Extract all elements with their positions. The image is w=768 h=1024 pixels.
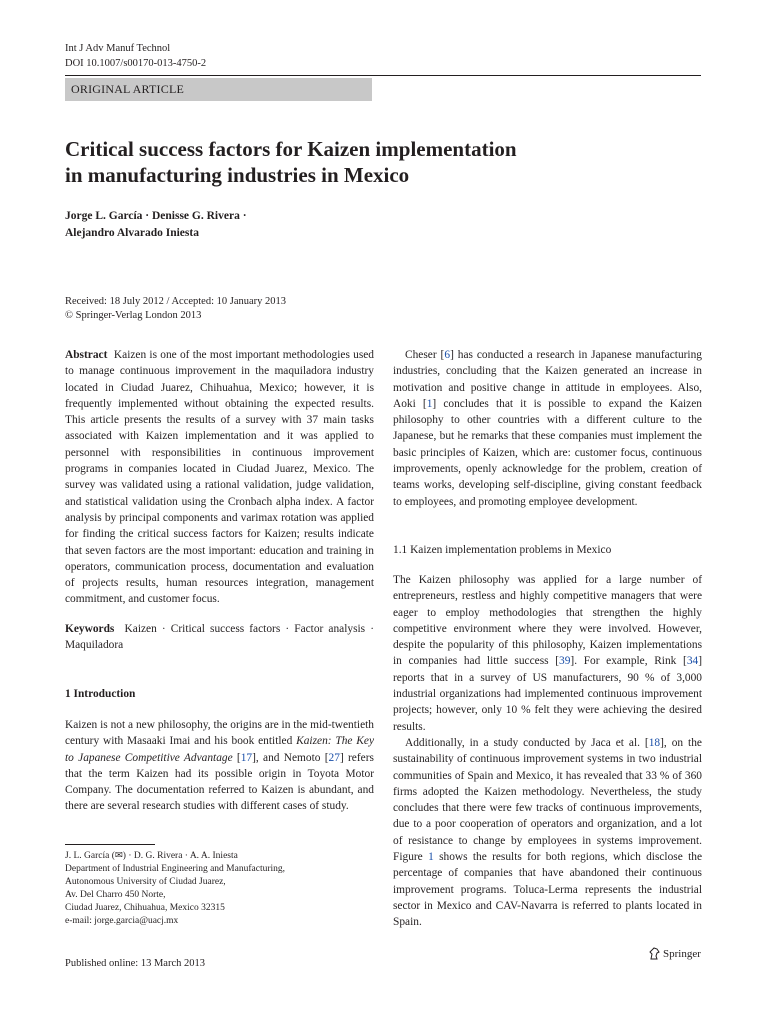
journal-header (65, 41, 206, 71)
citation-link[interactable]: 6 (444, 349, 451, 361)
paper-title: Critical success factors for Kaizen implementation in manufacturing industries in Mexico (65, 137, 517, 187)
abstract-label: Abstract (65, 349, 108, 361)
article-type: ORIGINAL ARTICLE (71, 82, 185, 96)
email[interactable]: e-mail: jorge.garcia@uacj.mx (65, 916, 179, 926)
keywords-label: Keywords (65, 623, 115, 635)
keywords (65, 621, 374, 654)
abstract (65, 347, 374, 608)
authors: Jorge L. García · Denisse G. Rivera · Alejandro Alvarado Iniesta (65, 210, 247, 239)
keywords-text: Kaizen · Critical success factors · Factor analysis · Maquiladora (65, 623, 374, 652)
doi: DOI 10.1007/s00170-013-4750-2 (65, 58, 207, 69)
citation-link[interactable]: 39 (559, 655, 571, 668)
citation-link[interactable]: 27 (328, 751, 340, 764)
figure-link[interactable]: 1 (428, 851, 434, 864)
journal-name: Int J Adv Manuf Technol (65, 43, 171, 54)
received-date: Received: 18 July 2012 / Accepted: 10 January 2013 (65, 296, 287, 307)
dates-block (65, 295, 365, 322)
citation-link[interactable]: 34 (686, 655, 699, 668)
footnote-rule (65, 844, 155, 845)
publisher-logo (649, 947, 701, 960)
springer-horse-icon (649, 947, 660, 960)
abstract-text: Kaizen is one of the most important methodologies used to manage continuous improvement in the maquiladora industry located in Ciudad Juarez, Chihuahua, Mexico; however, it is frequently implemented without obtaining the expected results. This article presents the results of a survey with 37 main tasks associated with Kaizen implementation and it was applied to personnel with responsibilities in continuous improvement programs in companies located in Ciudad Juarez, Mexico. The survey was validated using a rational validation, judge validation, and statistical validation using the Cronbach alpha index. A factor analysis by principal components and varimax rotation was applied for finding the critical success factors for Kaizen; results indicate that seven factors are the most important: education and training in operators, communication process, documentation and evaluation of projects results, human resources integration, management commitment, and customer focus. (65, 349, 375, 606)
affiliation-footnote: J. L. García (✉) · D. G. Rivera · A. A. Iniesta Department of Industrial Engineering and Manufacturing, Autonomous University of Ciudad Juarez, Av. Del Charro 450 Norte, Ciudad Juarez, Chihuahua, Mexico 32315 e-mail: jorge.garcia@uacj.mx (65, 850, 374, 928)
publisher-name: Springer (663, 947, 701, 960)
subsection-heading: 1.1 Kaizen implementation problems in Mexico (393, 544, 612, 556)
right-paragraph-1: Cheser [6] has conducted a research in Japanese manufacturing industries, concluding that the Kaizen generated an increase in motivation and positive change in attitude in employees. Also, Aoki [1] concludes that it is possible to expand the Kaizen philosophy to other countries with a different culture to the Japanese, but he remarks that these companies must implement the basic principles of Kaizen, which are: customer focus, continuous improvements, openly acknowledge for the problem, creation of teams works, developing self-discipline, giving constant feedback to employees, and promoting employee development. (393, 349, 702, 508)
published-date: Published online: 13 March 2013 (65, 958, 205, 969)
intro-heading: 1 Introduction (65, 688, 136, 700)
article-type-banner (65, 78, 372, 101)
copyright: © Springer-Verlag London 2013 (65, 309, 202, 321)
right-paragraph-2: The Kaizen philosophy was applied for a large number of entrepreneurs, restless and highly competitive managers that were eager to employ methodologies that strengthen the highly competitive environment where they were involved. However, despite the popularity of this philosophy, Kaizen implementations in companies had little success [39]. For example, Rink [34] reports that in a survey of US manufacturers, 90 % of 3,000 industrial organizations had implemented continuous improvement projects; however, only 10 % felt they were achieving the desired results. Additionally, in a study conducted by Jaca et al. [18], on the sustainability of continuous improvement systems in two industrial communities of Spain and Mexico, it has revealed that 33 % of 360 firms adopted the Kaizen methodology. Nevertheless, the study concludes that there were few tracks of continuous improvements, due to a poor cooperation of operators and organization, and a lot of resistance to change by employees in systems improvement. Figure 1 shows the results for both regions, which disclose the percentage of companies that have abandoned their continuous improvement programs. Toluca-Lerma represents the industrial sector in Mexico and CAV-Navarra is referred to plants located in Spain. (393, 574, 702, 929)
citation-link[interactable]: 17 (240, 751, 253, 764)
intro-paragraph: Kaizen is not a new philosophy, the origins are in the mid-twentieth century with Masaaki Imai and his book entitled Kaizen: The Key to Japanese Competitive Advantage [17], and Nemoto [27] refers that the term Kaizen had its possible origin in Toyota Motor Company. The documentation referred to Kaizen is abundant, and there are several research studies with different cases of study. (65, 719, 374, 813)
citation-link[interactable]: 1 (426, 397, 433, 410)
citation-link[interactable]: 18 (648, 736, 661, 749)
book-title: Kaizen: The Key to Japanese Competitive Advantage (65, 735, 374, 764)
header-rule (65, 75, 701, 76)
